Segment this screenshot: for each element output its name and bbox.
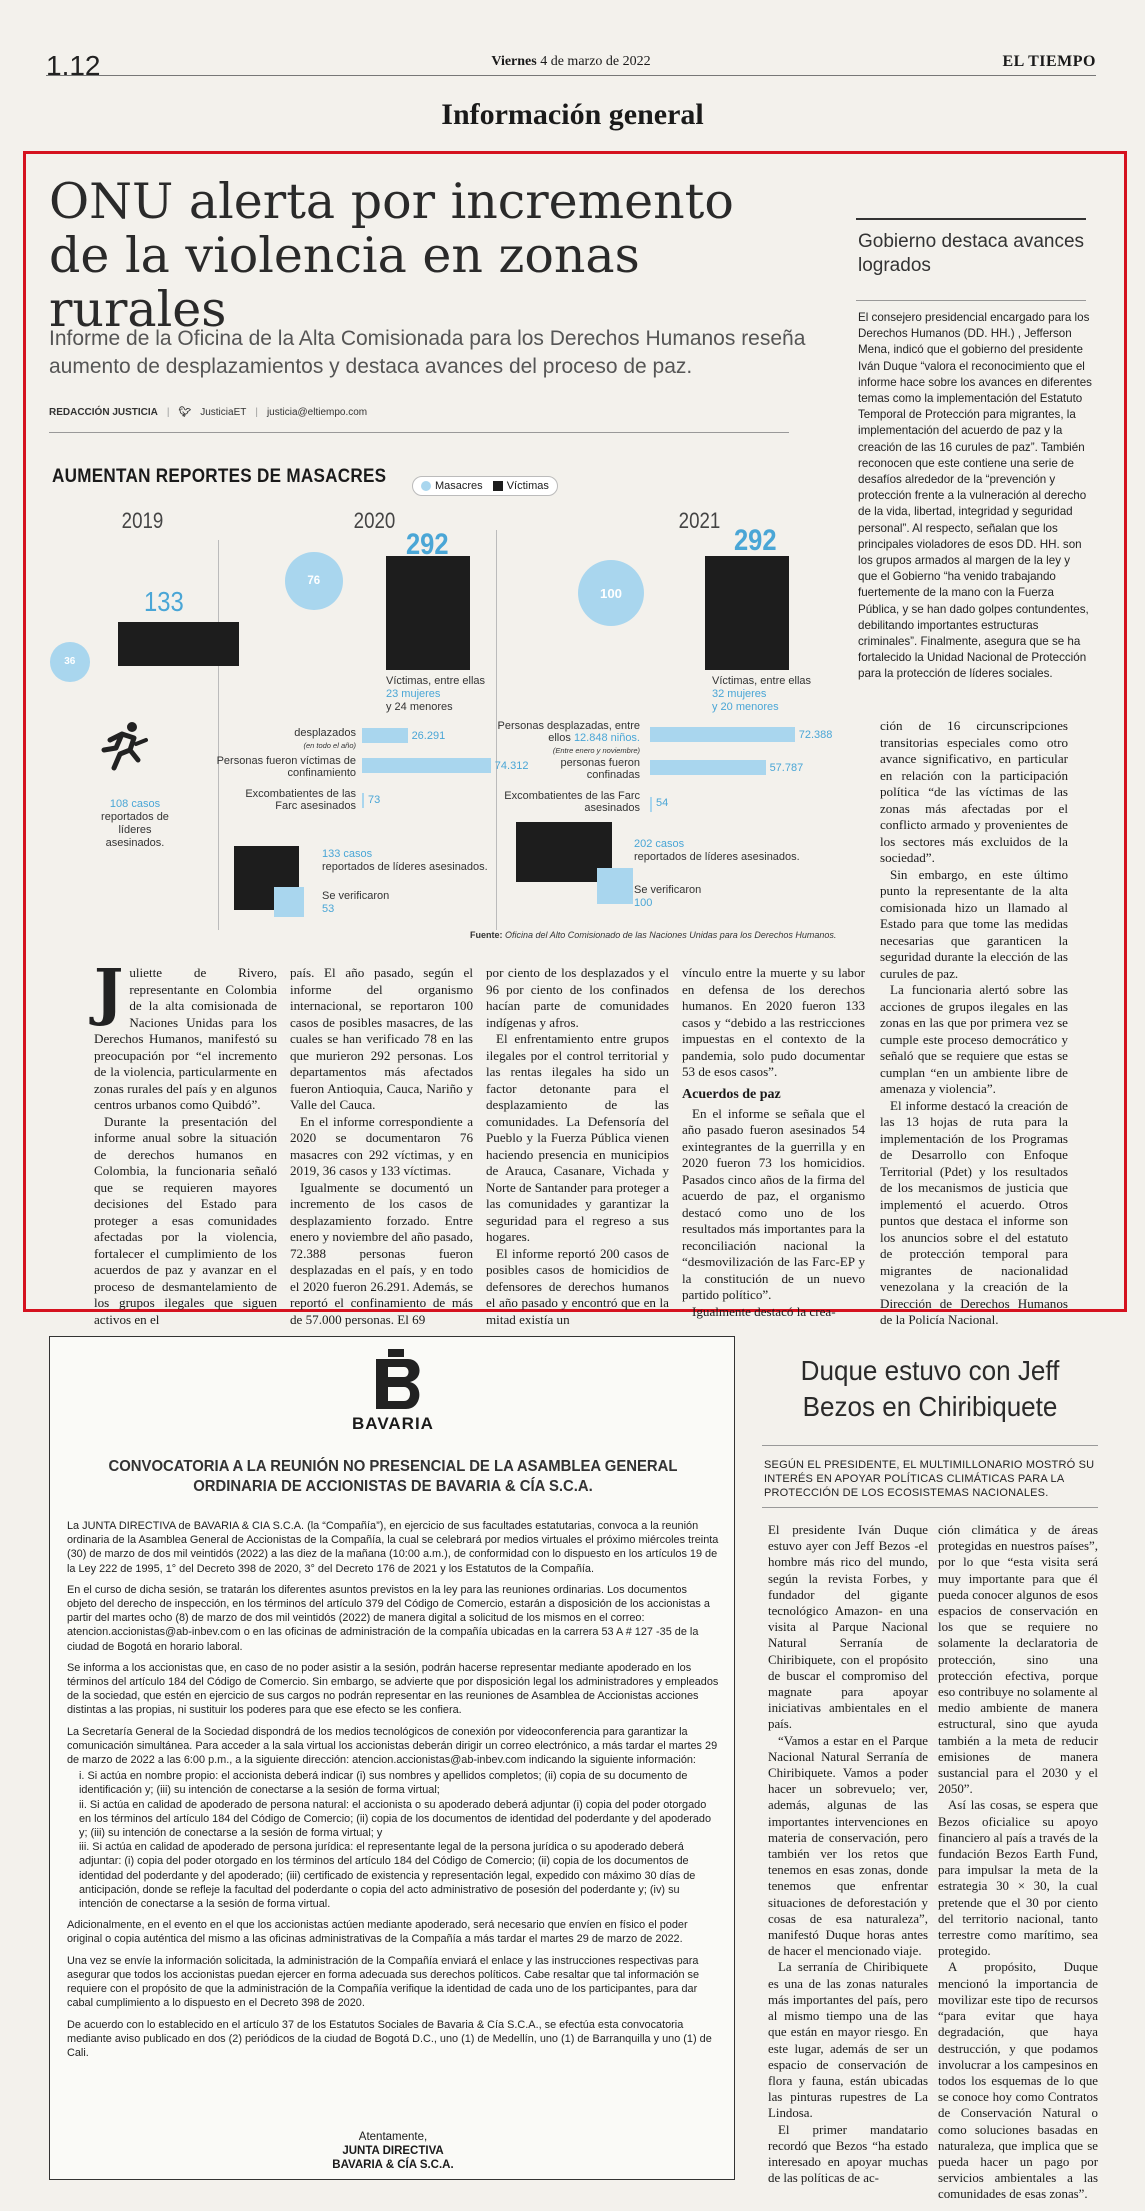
paragraph: vínculo entre la muerte y su labor en defensa de los derechos humanos. En 2020 fueron 133 casos y “debido a las restricciones impuestas en el contexto de la pandemia, solo pudo documentar 53 de esos casos”.	[682, 965, 865, 1079]
victimas-value-2019: 133	[144, 586, 184, 617]
story2-deck: SEGÚN EL PRESIDENTE, EL MULTIMILLONARIO MOSTRÓ SU INTERÉS EN APOYAR POLÍTICAS CLIMÁTICAS PARA LA PROTECCIÓN DE LOS ECOSISTEMAS NACIONALES.	[764, 1459, 1095, 1499]
story2-column-1	[768, 1522, 928, 2186]
article-column-1	[94, 955, 277, 1328]
paragraph: La Secretaría General de la Sociedad dispondrá de los medios tecnológicos de conexión por videoconferencia para garantizar la comunicación simultánea. Para acceder a la sala virtual los accionistas deberán dirigir un correo electrónico, a más tardar el martes 29 de marzo de 2022 a las 6:00 p.m., a la siguiente dirección: atencion.accionistas@ab-inbev.com indicando la siguiente información:	[67, 1725, 718, 1767]
ad-signature: Atentamente, JUNTA DIRECTIVA BAVARIA & CÍA S.C.A.	[332, 2131, 454, 2171]
bar-excombatientes-2021	[650, 797, 652, 812]
paragraph: Adicionalmente, en el evento en el que los accionistas actúen mediante apoderado, será necesario que envíen en físico el poder original o copia auténtica del mismo a las oficinas administrativas de la Compañía a más tardar el martes 29 de marzo de 2022.	[67, 1919, 688, 1946]
ad-body	[67, 1519, 719, 2067]
masacres-circle-2019	[50, 642, 90, 682]
paragraph: Durante la presentación del informe anual sobre la situación de derechos humanos en Colombia, la funcionaria señaló que se requieren mayores decisiones del Estado para proteger a esas comunidades afectadas por la violencia, fortalecer el cumplimiento de los acuerdos de paz y avanzar en el proceso de desmantelamiento de los grupos ilegales que siguen activos en el	[94, 1113, 277, 1327]
masacres-value: 76	[307, 574, 321, 587]
bar-confinadas-2021	[650, 760, 766, 775]
byline: REDACCIÓN JUSTICIA | 🐦︎ JusticiaET | justicia@eltiempo.com	[49, 406, 368, 418]
legend-swatch-victimas	[493, 481, 503, 491]
ad-title: CONVOCATORIA A LA REUNIÓN NO PRESENCIAL DE LA ASAMBLEA GENERAL ORDINARIA DE ACCIONISTAS DE BAVARIA & CÍA S.C.A.	[108, 1458, 678, 1495]
paragraph: A propósito, Duque mencionó la importancia de movilizar este tipo de recursos “para evitar que haya degradación, que haya destrucción, y que podamos involucrar a los campesinos en todos los esquemas de lo que se conoce hoy como Contratos de Conservación Natural o como soluciones basadas en naturaleza, que implica que se pueda hacer un pago por servicios ambientales a las comunidades de esas zonas”.	[938, 1960, 1098, 2202]
divider	[218, 540, 219, 930]
verified-note-2020: Se verificaron 53	[322, 890, 390, 915]
verified-block-2021	[597, 868, 633, 904]
legend-swatch-masacres	[421, 481, 431, 491]
masacres-value: 36	[64, 656, 76, 668]
paragraph: Igualmente destacó la crea-	[692, 1303, 836, 1319]
paragraph: uliette de Rivero, representante en Colombia de la alta comisionada de Naciones Unidas para los Derechos Humanos, manifestó su preocupación por “el incremento de la violencia, particularmente en zonas rurales del país y en algunos centros urbanos como Quibdó”.	[94, 965, 277, 1112]
paragraph: El enfrentamiento entre grupos ilegales por el control territorial y las rentas ilegales ha sido un factor detonante para el desplazamiento de las comunidades. La Defensoría del Pueblo y la Fuerza Pública vienen haciendo presencia en municipios de Arauca, Casanare, Vichada y Norte de Santander para proteger a las comunidades y garantizar la seguridad para el regreso a sus hogares.	[486, 1031, 669, 1244]
divider	[762, 1445, 1098, 1446]
masacres-circle-2020	[285, 552, 343, 610]
bar-excombatientes-2020	[362, 793, 364, 808]
dropcap: J	[94, 955, 124, 1028]
paragraph: La serranía de Chiribiquete es una de las zonas naturales más importantes del país, pero al mismo tiempo una de las que están en mayor riesgo. En este lugar, además de ser un espacio de conservación de flora y fauna, están ubicadas las pinturas rupestres de La Lindosa.	[768, 1960, 928, 2121]
paragraph: “Vamos a estar en el Parque Nacional Natural Serranía de Chiribiquete. Vamos a poder hacer un sobrevuelo; ver, además, algunas de las importantes intervenciones en materia de conservación, pero también ver los retos que tenemos en esas zonas, donde tenemos que enfrentar situaciones de deforestación y cosas de esa naturaleza”, manifestó Duque horas antes de hacer el mencionado viaje.	[768, 1733, 928, 1959]
legend-masacres: Masacres	[435, 480, 483, 492]
paragraph: El presidente Iván Duque estuvo ayer con Jeff Bezos -el hombre más rico del mundo, según la revista Forbes, y fundador del gigante tecnológico Amazon- en una visita al Parque Nacional Natural Serranía de Chiribiquete, con el propósito de buscar el compromiso del magnate para apoyar iniciativas ambientales en el país.	[768, 1523, 928, 1732]
paragraph: El informe destacó la creación de las 13 hojas de ruta para la implementación de los Programas de Desarrollo con Enfoque Territorial (Pdet) y los resultados de los mecanismos de justicia que implementó el acuerdo. Otros puntos que destaca el informe son los anuncios sobre el del estatuto de protección temporal para migrantes de nacionalidad venezolana y la creación de la Dirección de Derechos Humanos de la Policía Nacional.	[880, 1097, 1068, 1327]
paragraph: En el informe se señala que el año pasado fueron asesinados 54 exintegrantes de la guerrilla y en 2020 fueron 73 los homicidios. Pasados cinco años de la firma del acuerdo de paz, el organismo destacó como uno de los resultados más importantes para la reconciliación nacional la “desmovilización de las Farc-EP y la constitución de un nuevo partido político”.	[682, 1105, 865, 1302]
victimas-block-2020	[386, 556, 470, 670]
chart-source: Fuente: Oficina del Alto Comisionado de las Naciones Unidas para los Derechos Humanos.	[470, 930, 837, 940]
page-header	[46, 50, 1096, 81]
year-label-2021: 2021	[678, 508, 721, 533]
paragraph: En el curso de dicha sesión, se tratarán los diferentes asuntos previstos en la ley para las reuniones ordinarias. Los documentos objeto del derecho de inspección, en los términos del artículo 379 del Código de Comercio, estarán a disposición de los accionistas a partir del martes ocho (8) de marzo de dos mil veintidós (2022) de manera digital a solicitud de los mismos en el correo: atencion.accionistas@ab-inbev.com o en las oficinas de administración de la compañía ubicadas en la carrera 53 A # 127 -35 de la ciudad de Bogotá en horario laboral.	[67, 1583, 710, 1653]
leaders-note-2021: 202 casos reportados de líderes asesinados.	[634, 838, 800, 863]
article-column-4	[682, 965, 865, 1320]
sidebar-title: Gobierno destaca avances logrados	[858, 231, 1085, 276]
story2-column-2	[938, 1522, 1098, 2203]
masacres-value: 100	[599, 585, 622, 601]
divider	[49, 432, 789, 433]
paragraph: ción climática y de áreas protegidas en nuestros países”, por lo que “esta visita será muy importante para que él pueda conocer algunos de esos espacios de conservación en los que se requiere no solamente la declaratoria de protección, sino una protección efectiva, porque eso contribuye no solamente al medio ambiente de manera estructural, sino que ayuda también a la meta de reducir emisiones de manera sustancial para el 2030 y el 2050”.	[938, 1523, 1098, 1797]
twitter-handle: JusticiaET	[200, 406, 247, 418]
paragraph: El primer mandatario recordó que Bezos “ha estado interesado en apoyar muchas de las políticas de ac-	[768, 2122, 928, 2186]
bar-label: Excombatientes de las Farc asesinados	[504, 790, 640, 814]
divider	[762, 1507, 1098, 1508]
divider	[856, 218, 1086, 220]
bar-label: Excombatientes de las Farc asesinados	[245, 788, 356, 812]
paragraph: Igualmente se documentó un incremento de los casos de desplazamiento forzado. Entre enero y noviembre del año pasado, 72.388 personas fueron desplazadas en el país, y en todo el 2020 fueron 26.291. Además, se reportó el confinamiento de más de 57.000 personas. El 69	[290, 1179, 473, 1327]
bar-label: Personas fueron víctimas de confinamiento	[216, 755, 356, 779]
subheading: Acuerdos de paz	[682, 1086, 781, 1102]
bar-value: 26.291	[411, 730, 446, 742]
bar-label: Personas desplazadas, entre ellos 12.848 niños. (Entre enero y noviembre)	[497, 720, 640, 755]
verified-block-2020	[274, 887, 304, 917]
article-column-5	[880, 718, 1068, 1329]
paragraph: En el informe correspondiente a 2020 se documentaron 76 masacres con 292 víctimas, y en 2019, 36 casos y 133 víctimas.	[290, 1113, 473, 1178]
paragraph: El informe reportó 200 casos de posibles casos de homicidios de defensores de derechos humanos el año pasado y encontró que en la mitad existía un	[486, 1245, 669, 1327]
bar-desplazados-2020	[362, 728, 408, 743]
newspaper-brand: EL TIEMPO	[1002, 53, 1096, 70]
section-title: Información general	[441, 98, 704, 131]
year-label-2019: 2019	[121, 508, 164, 533]
victimas-block-2019	[118, 622, 239, 666]
paragraph: Se informa a los accionistas que, en caso de no poder asistir a la sesión, podrán hacerse representar mediante apoderado en los términos del artículo 184 del Código de Comercio. Sin embargo, se advierte que por disposición legal los administradores y empleados de la sociedad, que estén en ejercicio de sus cargos no podrán representar en las reuniones de Asamblea de Accionistas acciones distintas a las propias, ni sustituir los poderes para que ese efecto se les confiera.	[67, 1661, 719, 1717]
paragraph: país. El año pasado, según el informe del organismo internacional, se reportaron 100 casos de posibles masacres, de las cuales se han verificado 78 en las que murieron 292 personas. Los departamentos más afectados fueron Antioquia, Cauca, Nariño y Valle del Cauca.	[290, 965, 473, 1112]
list-item: i. Si actúa en nombre propio: el accionista deberá indicar (i) sus nombres y apellidos completos; (ii) copia de su documento de identificación y; (iii) su intención de conectarse a la sesión de forma virtual;	[79, 1770, 688, 1797]
leaders-2019-note	[90, 798, 180, 850]
runner-icon	[100, 720, 148, 774]
article-headline: ONU alerta por incremento de la violencia en zonas rurales	[49, 173, 734, 338]
verified-note-2021: Se verificaron 100	[634, 884, 702, 909]
paragraph: por ciento de los desplazados y el 96 por ciento de los confinados hacían parte de comunidades indígenas y afros.	[486, 965, 669, 1030]
masacres-circle-2021	[578, 560, 644, 626]
bar-confinamiento-2020	[362, 758, 491, 773]
leaders-note-2020: 133 casos reportados de líderes asesinados.	[322, 848, 488, 873]
victims-note-2021: Víctimas, entre ellas 32 mujeres y 20 menores	[712, 675, 812, 713]
sidebar-body: El consejero presidencial encargado para los Derechos Humanos (DD. HH.) , Jefferson Mena, indicó que el gobierno del presidente Iván Duque “valora el reconocimiento que el informe hace sobre los avances en diferentes temas como la implementación del Estatuto Temporal de Protección para migrantes, la implementación del acuerdo de paz y la creación de las 16 curules de paz”. También reconocen que este contiene una serie de desafíos alrededor de la “prevención y protección frente a la vulneración al derecho de la vida, libertad, integridad y seguridad personal”. Al respecto, señalan que los principales violadores de esos DD. HH. son los grupos armados al margen de la ley y que el Gobierno “ha venido trabajando fuertemente de la mano con la Fuerza Pública, y se han dado golpes contundentes, debilitando importantes estructuras criminales”. Finalmente, asegura que se ha fortalecido la Unidad Nacional de Protección para la protección de líderes sociales.	[858, 311, 1092, 681]
paragraph: De acuerdo con lo establecido en el artículo 37 de los Estatutos Sociales de Bavaria & Cía S.C.A., se efectúa esta convocatoria mediante aviso publicado en dos (2) periódicos de la ciudad de Bogotá D.C., uno (1) de Medellín, uno (1) de Barranquilla y uno (1) de Cali.	[67, 2018, 712, 2059]
byline-email: justicia@eltiempo.com	[266, 406, 368, 418]
leaders-2019-label: reportados de líderes asesinados.	[101, 811, 169, 849]
list-item: iii. Si actúa en calidad de apoderado de persona jurídica: el representante legal de la persona jurídica o su apoderado deberá adjuntar: (i) copia del poder otorgado en los términos del artículo 184 del Código de Comercio; (ii) copia de los documentos de identidad del poderdante y del apoderado; (iii) certificado de existencia y representación legal, expedido con máximo 30 días de anticipación, donde se refleje la facultad del poderdante o copia del acto administrativo de posesión del poderdante y; (iv) su intención de conectarse a la sesión de forma virtual.	[79, 1841, 696, 1911]
bavaria-logo-icon	[366, 1349, 426, 1413]
byline-author: REDACCIÓN JUSTICIA	[49, 406, 158, 418]
leaders-2019-value: 108 casos	[109, 798, 161, 810]
paragraph: Así las cosas, se espera que Bezos oficialice su apoyo financiero al país a través de la fundación Bezos Earth Fund, para impulsar la meta de la estrategia 30 × 30, la cual pretende que el 30 por ciento del territorio nacional, tanto terrestre como marítimo, sea protegido.	[938, 1798, 1098, 1959]
victimas-value-2020: 292	[406, 528, 449, 561]
page-number: 1.12	[46, 50, 101, 81]
paragraph: Una vez se envíe la información solicitada, la administración de la Compañía enviará el enlace y las instrucciones respectivas para asegurar que todos los accionistas puedan ejercer en forma adecuada sus derechos políticos. Cabe resaltar que tal información se requiere con el propósito de que la administración de la Compañía verifique la identidad de cada uno de los participantes, para dar cabal cumplimiento a lo dispuesto en el Decreto 398 de 2020.	[67, 1954, 700, 2010]
story2-headline: Duque estuvo con Jeff Bezos en Chiribiquete	[800, 1355, 1060, 1422]
chart-legend	[412, 476, 558, 496]
issue-date: Viernes 4 de marzo de 2022	[491, 54, 651, 69]
victimas-value-2021: 292	[734, 524, 777, 557]
bar-value: 57.787	[769, 762, 804, 774]
victimas-block-2021	[705, 556, 789, 670]
bar-value: 74.312	[494, 760, 529, 772]
article-column-3	[486, 965, 669, 1328]
bar-value: 54	[656, 797, 669, 809]
bar-label: desplazados (en todo el año)	[294, 727, 356, 750]
bar-value: 72.388	[798, 729, 833, 741]
ad-brand: BAVARIA	[352, 1414, 434, 1433]
chart-title: AUMENTAN REPORTES DE MASACRES	[52, 466, 387, 487]
bar-label: personas fueron confinadas	[560, 757, 640, 781]
paragraph: La funcionaria alertó sobre las acciones de grupos ilegales en las zonas en las que por primera vez se cumple este proceso democrático y señaló que se requiere que estas se cumplan “en un ambiente libre de amenaza y violencia”.	[880, 982, 1068, 1096]
victims-note-2020: Víctimas, entre ellas 23 mujeres y 24 menores	[386, 675, 486, 713]
twitter-icon: 🐦︎	[178, 406, 192, 418]
legend-victimas: Víctimas	[506, 480, 549, 492]
paragraph: Sin embargo, en este último punto la representante de la alta comisionada hizo un llamado al Estado para que tome las medidas necesarias que garanticen la seguridad durante la elección de las curules de paz.	[880, 866, 1068, 981]
bar-desplazados-2021	[650, 727, 795, 742]
list-item: ii. Si actúa en calidad de apoderado de persona natural: el accionista o su apoderado deberá adjuntar (i) copia del poder otorgado en los términos del artículo 184 del Código de Comercio; (ii) copia de los documentos de identidad del poderdante y del apoderado y; (iii) su intención de conectarse a la sesión de forma virtual; y	[79, 1798, 712, 1840]
article-column-2	[290, 965, 473, 1328]
year-label-2020: 2020	[353, 508, 396, 533]
paragraph: ción de 16 circunscripciones transitorias especiales como otro avance significativo, en particular en relación con la participación política “de las víctimas de las zonas más afectadas por el conflicto armado y provenientes de los sectores más excluidos de la sociedad”.	[880, 718, 1068, 865]
article-deck: Informe de la Oficina de la Alta Comisionada para los Derechos Humanos reseña aumento de desplazamientos y destaca avances del proceso de paz.	[49, 327, 806, 378]
divider	[856, 300, 1086, 301]
paragraph: La JUNTA DIRECTIVA de BAVARIA & CIA S.C.A. (la “Compañía”), en ejercicio de sus facultades estatutarias, convoca a la reunión ordinaria de la Asamblea General de Accionistas de la Compañía, la cual se celebrará por medios virtuales el próximo miércoles treinta (30) de marzo de dos mil veintidós (2022) a las diez de la mañana (10:00 a.m.), de conformidad con lo dispuesto en los artículos 19 de la Ley 222 de 1995, 1° del Decreto 398 de 2020, 3° del Decreto 176 de 2021 y los Estatutos de la Compañía.	[67, 1520, 719, 1575]
bavaria-notice	[49, 1336, 735, 2180]
bar-value: 73	[368, 794, 381, 806]
